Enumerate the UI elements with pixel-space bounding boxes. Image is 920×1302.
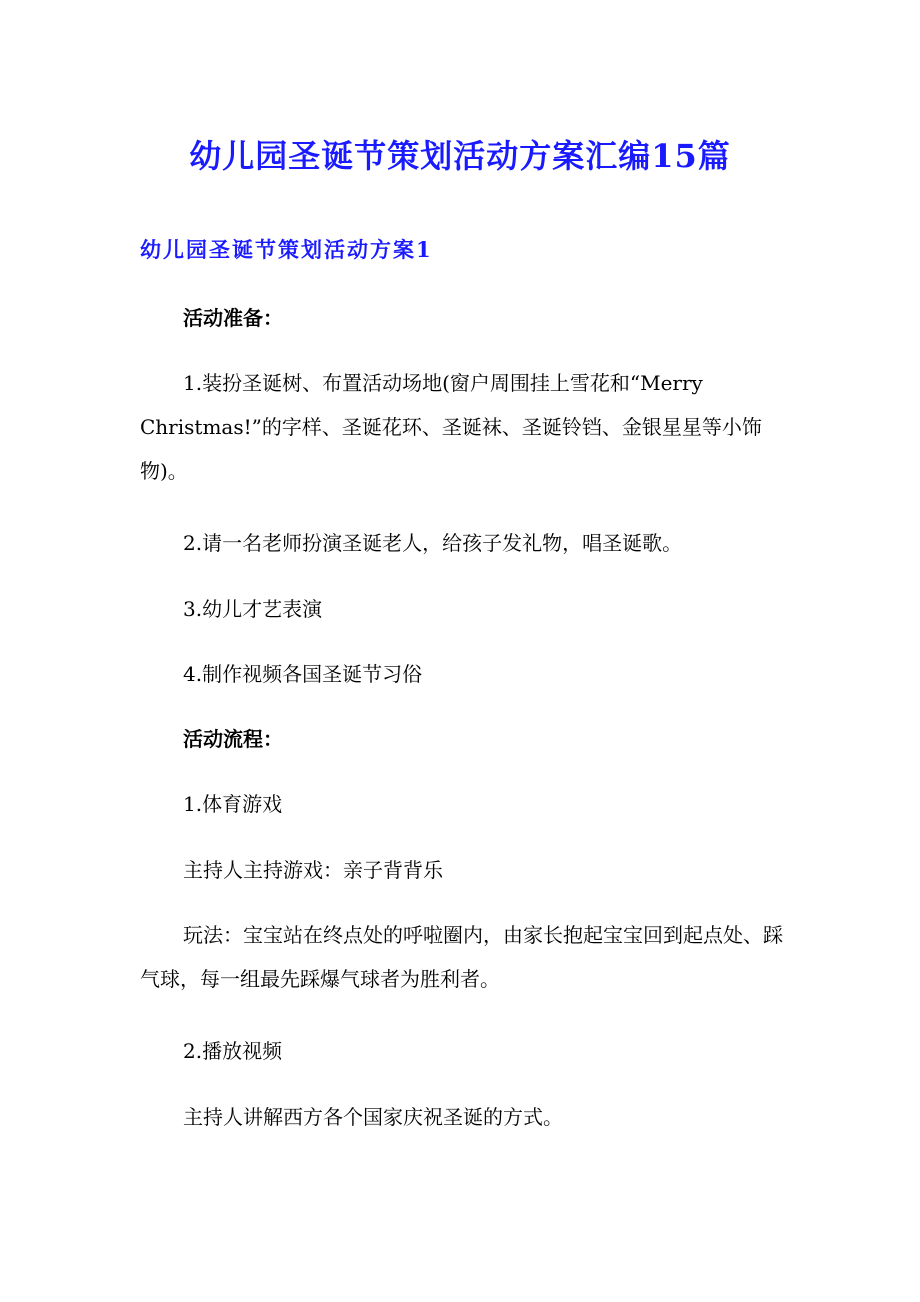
section-title: 幼儿园圣诞节策划活动方案1: [140, 237, 433, 262]
paragraph-prep-4: 4.制作视频各国圣诞节习俗: [183, 662, 423, 686]
paragraph-host-game: 主持人主持游戏：亲子背背乐: [183, 858, 443, 882]
document-title: 幼儿园圣诞节策划活动方案汇编15篇: [189, 137, 731, 175]
paragraph-game-rules: 玩法：宝宝站在终点处的呼啦圈内，由家长抱起宝宝回到起点处、踩气球，每一组最先踩爆气球者为胜利者。: [140, 923, 783, 991]
paragraph-process-1: 1.体育游戏: [183, 792, 283, 816]
paragraph-process-2: 2.播放视频: [183, 1039, 283, 1063]
heading-preparation: 活动准备：: [183, 306, 283, 330]
paragraph-prep-2: 2.请一名老师扮演圣诞老人，给孩子发礼物，唱圣诞歌。: [183, 531, 683, 555]
paragraph-host-explain: 主持人讲解西方各个国家庆祝圣诞的方式。: [183, 1105, 563, 1129]
paragraph-prep-3: 3.幼儿才艺表演: [183, 597, 323, 621]
heading-process: 活动流程：: [183, 727, 283, 751]
paragraph-prep-1: 1.装扮圣诞树、布置活动场地(窗户周围挂上雪花和“Merry Christmas!”的字样、圣诞花环、圣诞袜、圣诞铃铛、金银星星等小饰物)。: [140, 371, 762, 483]
